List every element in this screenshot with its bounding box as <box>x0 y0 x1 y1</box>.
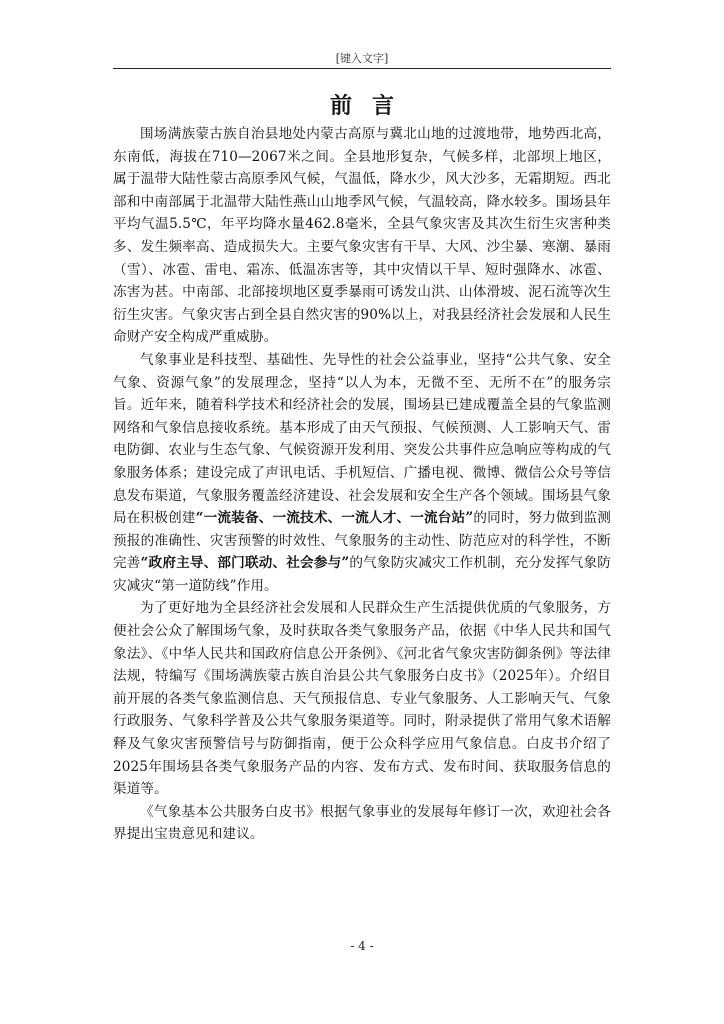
paragraph <box>113 123 611 349</box>
page-number: - 4 - <box>350 939 374 953</box>
body-text <box>113 123 611 846</box>
page-header: [键入文字] <box>335 52 389 65</box>
paragraph <box>113 801 611 846</box>
paragraph-text: 为了更好地为全县经济社会发展和人民群众生产生活提供优质的气象服务，方便社会公众了解围场气象，及时获取各类气象服务产品，依据《中华人民共和国气象法》、《中华人民共和国政府信息公开条例》、《河北省气象灾害防御条例》等法律法规，特编写《围场满族蒙古族自治县公共气象服务白皮书》（2025年）。介绍目前开展的各类气象监测信息、天气预报信息、专业气象服务、人工影响天气、气象行政服务、气象科学普及公共气象服务渠道等。同时，附录提供了常用气象术语解释及气象灾害预警信号与防御指南，便于公众科学应用气象信息。白皮书介绍了2025年围场县各类气象服务产品的内容、发布方式、发布时间、获取服务信息的渠道等。 <box>113 600 611 798</box>
paragraph <box>113 597 611 800</box>
paragraph-text: 的气象防灾减灾工作机制，充分发挥气象防灾减灾“第一道防线”作用。 <box>113 555 611 594</box>
page-title: 前言 <box>329 93 414 119</box>
emphasis-text: “一流装备、一流技术、一流人才、一流台站” <box>195 510 474 527</box>
paragraph <box>113 349 611 598</box>
paragraph-text: 的同时，努力做到监测预报的准确性、灾害预警的时效性、气象服务的主动性、防范应对的科学性，不断完善 <box>113 510 611 572</box>
paragraph-text: 气象事业是科技型、基础性、先导性的社会公益事业，坚持“公共气象、安全气象、资源气象”的发展理念，坚持“以人为本，无微不至、无所不在”的服务宗旨。近年来，随着科学技术和经济社会的发展，围场县已建成覆盖全县的气象监测网络和气象信息接收系统。基本形成了由天气预报、气候预测、人工影响天气、雷电防御、农业与生态气象、气候资源开发利用、突发公共事件应急响应等构成的气象服务体系；建设完成了声讯电话、手机短信、广播电视、微博、微信公众号等信息发布渠道，气象服务覆盖经济建设、社会发展和安全生产各个领域。围场县气象局在积极创建 <box>113 351 611 527</box>
paragraph-text: 《气象基本公共服务白皮书》根据气象事业的发展每年修订一次，欢迎社会各界提出宝贵意见和建议。 <box>113 803 611 843</box>
header-rule <box>113 68 611 69</box>
emphasis-text: “政府主导、部门联动、社会参与” <box>140 555 350 572</box>
paragraph-text: 围场满族蒙古族自治县地处内蒙古高原与冀北山地的过渡地带，地势西北高，东南低，海拔在710—2067米之间。全县地形复杂，气候多样，北部坝上地区，属于温带大陆性蒙古高原季风气候，气温低，降水少，风大沙多，无霜期短。西北部和中南部属于北温带大陆性燕山山地季风气候，气温较高，降水较多。围场县年平均气温5.5℃，年平均降水量462.8毫米，全县气象灾害及其次生衍生灾害种类多、发生频率高、造成损失大。主要气象灾害有干旱、大风、沙尘暴、寒潮、暴雨（雪）、冰雹、雷电、霜冻、低温冻害等，其中灾情以干旱、短时强降水、冰雹、冻害为甚。中南部、北部接坝地区夏季暴雨可诱发山洪、山体滑坡、泥石流等次生衍生灾害。气象灾害占到全县自然灾害的90%以上，对我县经济社会发展和人民生命财产安全构成严重威胁。 <box>113 126 611 346</box>
